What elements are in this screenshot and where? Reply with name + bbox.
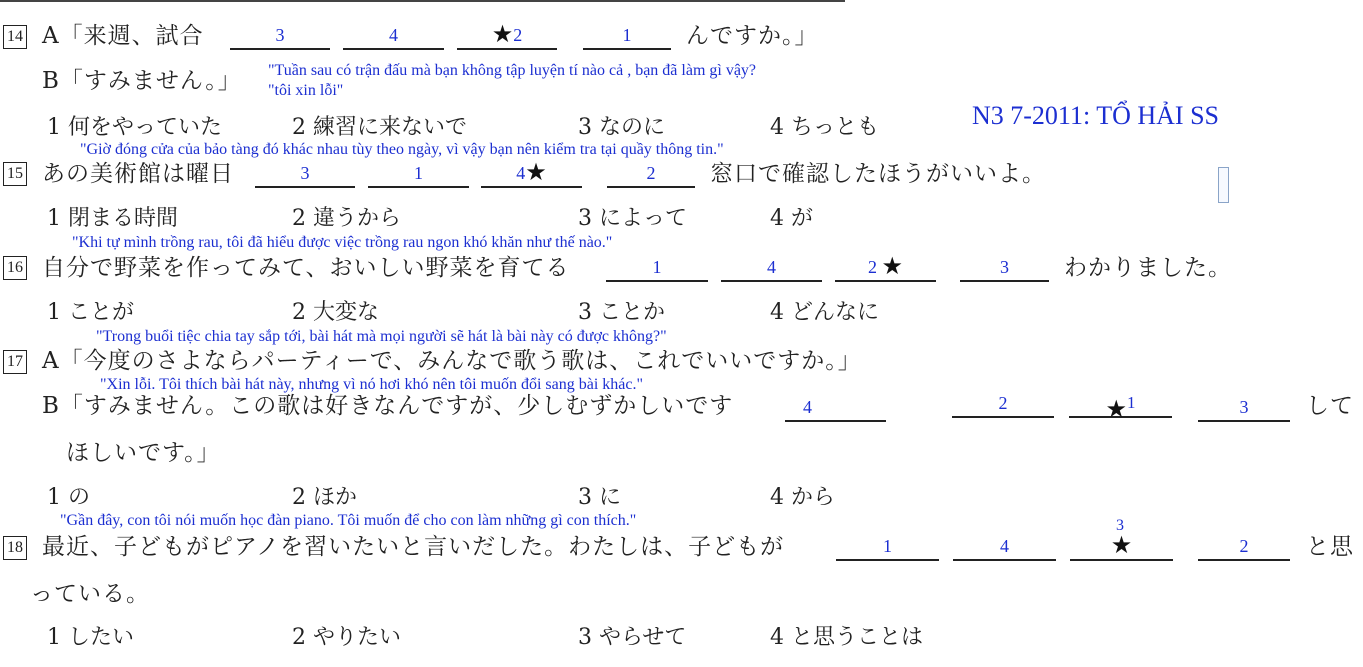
q18-translation: "Gần đây, con tôi nói muốn học đàn piano. Tôi muốn để cho con làm những gì con thích." [60,512,637,529]
star-icon: ★ [881,254,903,280]
q18-answer-2: 4 [1000,536,1009,556]
q16-answer-4: 3 [1000,257,1009,277]
q15-translation: "Giờ đóng cửa của bảo tàng đó khác nhau tùy theo ngày, vì vậy bạn nên kiểm tra tại quầy thông tin." [80,141,724,158]
text-cursor-box [1218,167,1229,203]
q17-answer-2: 2 [998,393,1008,413]
q18-answer-3: 3 [1116,517,1124,534]
q16-option-2: 2 大変な [292,300,379,325]
star-icon: ★ [525,160,547,186]
q16-blank-4[interactable] [960,254,1049,282]
q18-blank-1[interactable] [836,533,939,561]
q18-cont: っている。 [30,581,150,607]
q17-line-b-prefix: B「すみません。この歌は好きなんですが、少しむずかしいです [42,393,734,419]
q16-blank-3-star[interactable] [835,254,936,282]
q17-answer-1: 4 [803,397,812,417]
q14-line2: B「すみません。」 [42,68,242,94]
q15-option-2: 2 違うから [292,206,401,231]
q17-translation-b: "Xin lỗi. Tôi thích bài hát này, nhưng vì nó hơi khó nên tôi muốn đổi sang bài khác." [100,376,644,393]
q17-translation-a: "Trong buổi tiệc chia tay sắp tới, bài hát mà mọi người sẽ hát là bài này có được không?" [96,328,667,345]
q14-option-4: 4 ちっとも [770,115,879,140]
star-icon: ★ [1105,397,1127,423]
question-number-17: 17 [3,350,27,374]
q17-option-3: 3 に [578,485,621,510]
q16-answer-2: 4 [767,257,776,277]
q16-translation: "Khi tự mình trồng rau, tôi đã hiểu được việc trồng rau ngon khó khăn như thế nào." [72,234,613,251]
q16-suffix: わかりました。 [1064,255,1232,281]
q14-line1-suffix: んですか。」 [686,23,819,49]
q14-blank-4[interactable] [583,22,671,50]
q14-line1-prefix: A「来週、試合 [42,23,204,49]
header-note: N3 7-2011: TỔ HẢI SS [972,101,1220,130]
q17-option-4: 4 から [770,485,835,510]
top-rule [0,0,845,2]
q18-option-4: 4 と思うことは [770,625,923,650]
q17-line-a: A「今度のさよならパーティーで、みんなで歌う歌は、これでいいですか。」 [42,348,862,374]
q14-answer-2: 4 [389,25,398,45]
question-number-16: 16 [3,256,27,280]
q17-blank-4[interactable] [1198,394,1290,422]
q16-blank-1[interactable] [606,254,708,282]
q14-blank-3-star[interactable] [457,22,557,50]
q14-answer-3: 2 [513,25,523,45]
q17-line-b-suffix: して [1306,393,1354,419]
q16-blank-2[interactable] [721,254,822,282]
q17-blank-2[interactable] [952,390,1054,418]
q14-option-2: 2 練習に来ないで [292,115,467,140]
q17-blank-3-star[interactable] [1069,390,1172,423]
q16-option-1: 1 ことが [47,300,134,325]
q17-line-b-cont: ほしいです。」 [66,440,221,466]
q18-blank-2[interactable] [953,533,1056,561]
q15-answer-3: 4 [516,163,526,183]
q15-prefix: あの美術館は曜日 [42,161,234,187]
q16-option-3: 3 ことか [578,300,665,325]
q14-blank-2[interactable] [343,22,444,50]
question-number-15: 15 [3,162,27,186]
q14-option-3: 3 なのに [578,115,665,140]
q14-answer-1: 3 [275,25,285,45]
q14-blank-1[interactable] [230,22,330,50]
q15-blank-2[interactable] [368,160,469,188]
q15-suffix: 窓口で確認したほうがいいよ。 [710,161,1046,187]
star-icon: ★ [1110,533,1133,559]
q18-option-2: 2 やりたい [292,625,401,650]
q18-option-1: 1 したい [47,625,134,650]
q18-blank-3-star[interactable] [1070,517,1173,561]
q15-option-4: 4 が [770,206,813,231]
q14-answer-4: 1 [622,25,632,45]
q18-answer-4: 2 [1239,536,1249,556]
q18-prefix: 最近、子どもがピアノを習いたいと言いだした。わたしは、子どもが [42,534,785,560]
q15-answer-2: 1 [414,163,423,183]
q18-option-3: 3 やらせて [578,625,687,650]
q15-option-1: 1 閉まる時間 [47,206,178,231]
q15-blank-4[interactable] [607,160,695,188]
q14-option-1: 1 何をやっていた [47,115,222,140]
q17-answer-4: 3 [1239,397,1249,417]
q14-translation-a: "Tuần sau có trận đấu mà bạn không tập luyện tí nào cả , bạn đã làm gì vậy? [268,62,757,79]
q14-translation-b: "tôi xin lỗi" [268,82,344,99]
q16-prefix: 自分で野菜を作ってみて、おいしい野菜を育てる [42,255,570,281]
star-icon: ★ [491,22,514,48]
q16-option-4: 4 どんなに [770,300,879,325]
q15-answer-4: 2 [646,163,656,183]
q15-option-3: 3 によって [578,206,687,231]
q18-suffix: と思 [1306,534,1354,560]
question-number-18: 18 [3,536,27,560]
q18-blank-4[interactable] [1198,533,1290,561]
q17-option-1: 1 の [47,485,90,510]
q17-option-2: 2 ほか [292,485,357,510]
q17-answer-3: 1 [1127,393,1136,412]
q18-answer-1: 1 [883,536,892,556]
q15-blank-1[interactable] [255,160,355,188]
question-number-14: 14 [3,25,27,49]
q16-answer-1: 1 [652,257,662,277]
q15-answer-1: 3 [300,163,310,183]
q15-blank-3-star[interactable] [481,160,582,188]
q16-answer-3: 2 [867,257,877,277]
q17-blank-1[interactable] [785,394,886,422]
